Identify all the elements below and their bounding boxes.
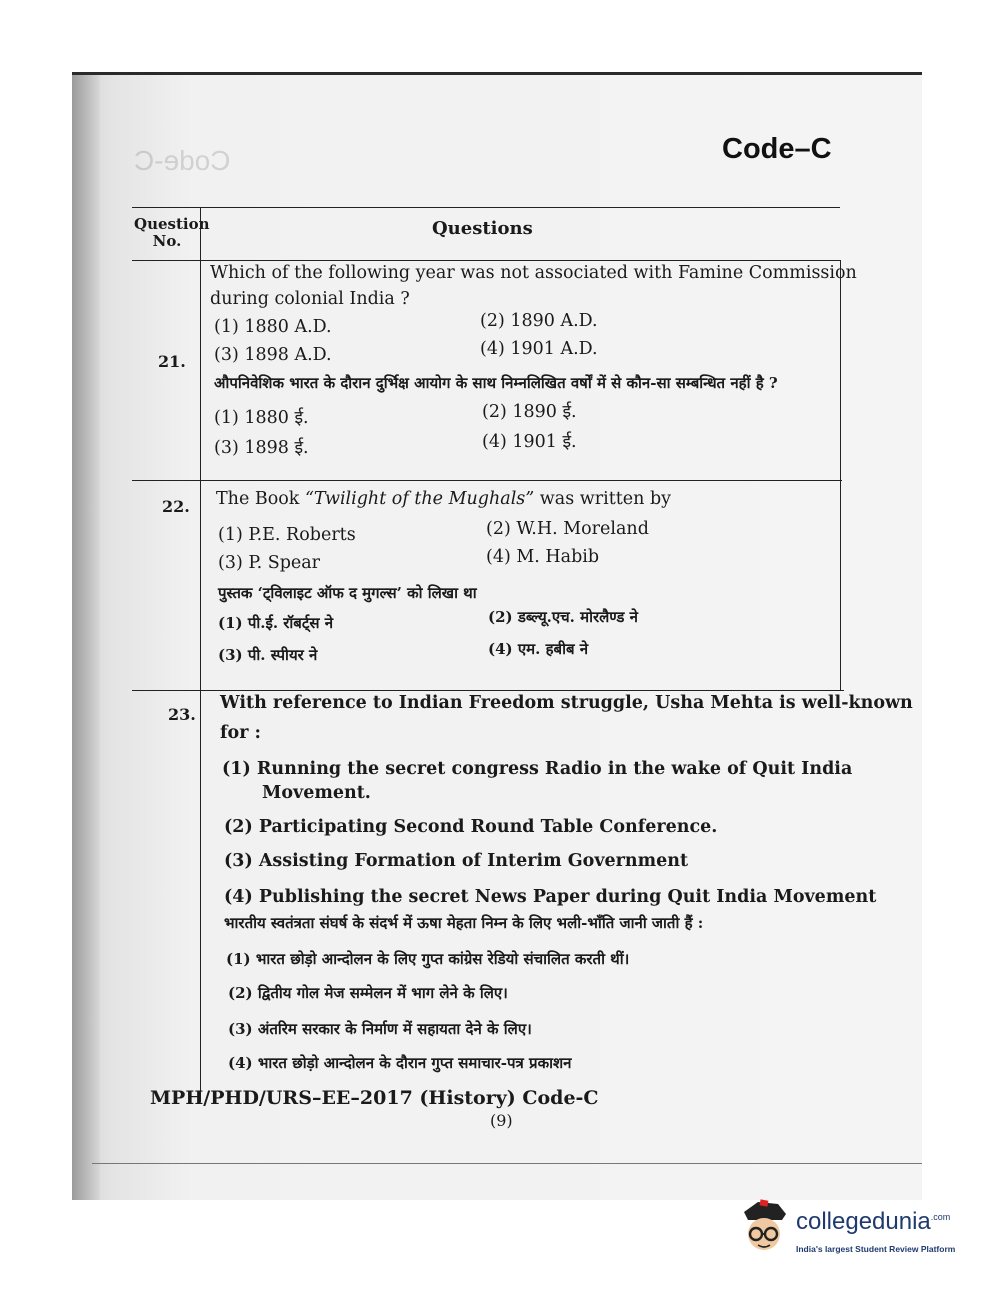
option-1: (1) Running the secret congress Radio in the wake of Quit India bbox=[222, 759, 853, 779]
header-questions: Questions bbox=[432, 218, 533, 239]
option-3-hindi: (3) 1898 ई. bbox=[214, 438, 309, 458]
question-text-line: Which of the following year was not associated with Famine Commission bbox=[210, 263, 857, 283]
bleed-through-code: Code-C bbox=[134, 145, 231, 176]
question-text-prefix: The Book bbox=[216, 489, 305, 509]
question-number: 22. bbox=[162, 497, 190, 516]
option-4-hindi: (4) एम. हबीब ने bbox=[488, 640, 589, 658]
option-2: (2) W.H. Moreland bbox=[486, 519, 649, 539]
option-1-hindi: (1) 1880 ई. bbox=[214, 408, 309, 428]
option-2-hindi: (2) द्वितीय गोल मेज सम्मेलन में भाग लेने के लिए। bbox=[228, 984, 508, 1002]
option-4: (4) M. Habib bbox=[486, 547, 600, 567]
row-divider bbox=[132, 690, 844, 691]
option-4-hindi: (4) 1901 ई. bbox=[482, 432, 577, 452]
option-1-hindi: (1) पी.ई. रॉबर्ट्स ने bbox=[218, 614, 334, 632]
option-3-hindi: (3) अंतरिम सरकार के निर्माण में सहायता देने के लिए। bbox=[228, 1020, 532, 1038]
question-text-hindi: पुस्तक ‘ट्विलाइट ऑफ द मुगल्स’ को लिखा था bbox=[218, 584, 477, 602]
option-3: (3) Assisting Formation of Interim Government bbox=[224, 851, 689, 871]
brand-name: collegedunia bbox=[796, 1208, 931, 1235]
question-number: 23. bbox=[168, 705, 196, 724]
option-2-hindi: (2) डब्ल्यू.एच. मोरलैण्ड ने bbox=[488, 608, 638, 626]
paper-code: Code–C bbox=[722, 133, 832, 165]
row-divider bbox=[132, 480, 842, 481]
option-1-continued: Movement. bbox=[262, 783, 371, 803]
option-1: (1) 1880 A.D. bbox=[214, 317, 332, 337]
option-4: (4) 1901 A.D. bbox=[480, 339, 598, 359]
student-mascot-icon bbox=[744, 1199, 786, 1250]
page-edge bbox=[92, 1163, 922, 1164]
question-text-line: for : bbox=[220, 723, 261, 743]
option-1-hindi: (1) भारत छोड़ो आन्दोलन के लिए गुप्त कांग्रेस रेडियो संचालित करती थीं। bbox=[226, 950, 630, 968]
page-number: (9) bbox=[490, 1111, 513, 1130]
collegedunia-tagline: India's largest Student Review Platform bbox=[796, 1244, 956, 1254]
question-text-suffix: was written by bbox=[534, 489, 672, 509]
column-divider bbox=[200, 208, 201, 1102]
question-text-hindi: भारतीय स्वतंत्रता संघर्ष के संदर्भ में ऊषा मेहता निम्न के लिए भली-भाँति जानी जाती हैं : bbox=[224, 914, 704, 932]
question-number: 21. bbox=[158, 352, 186, 371]
header-question-no: Question No. bbox=[134, 215, 210, 250]
question-text-line: during colonial India ? bbox=[210, 289, 410, 309]
option-3: (3) P. Spear bbox=[218, 553, 321, 573]
right-border bbox=[840, 260, 841, 690]
book-title: “Twilight of the Mughals” bbox=[304, 489, 535, 509]
scanned-page bbox=[72, 72, 922, 1200]
question-text bbox=[216, 489, 671, 509]
option-3: (3) 1898 A.D. bbox=[214, 345, 332, 365]
option-4: (4) Publishing the secret News Paper during Quit India Movement bbox=[224, 887, 877, 907]
footer-paper-id: MPH/PHD/URS–EE–2017 (History) Code-C bbox=[150, 1087, 599, 1109]
option-2-hindi: (2) 1890 ई. bbox=[482, 402, 577, 422]
question-text-hindi: औपनिवेशिक भारत के दौरान दुर्भिक्ष आयोग के साथ निम्नलिखित वर्षों में से कौन-सा सम्बन्धित नहीं है ? bbox=[214, 374, 778, 392]
option-4-hindi: (4) भारत छोड़ो आन्दोलन के दौरान गुप्त समाचार-पत्र प्रकाशन bbox=[228, 1054, 572, 1072]
page-shadow bbox=[72, 75, 100, 1200]
option-2: (2) Participating Second Round Table Conference. bbox=[224, 817, 718, 837]
header-divider bbox=[132, 260, 840, 261]
brand-suffix: .com bbox=[930, 1212, 951, 1222]
question-text-line: With reference to Indian Freedom struggle, Usha Mehta is well-known bbox=[220, 693, 913, 713]
option-3-hindi: (3) पी. स्पीयर ने bbox=[218, 646, 318, 664]
option-2: (2) 1890 A.D. bbox=[480, 311, 598, 331]
collegedunia-wordmark bbox=[796, 1208, 950, 1236]
option-1: (1) P.E. Roberts bbox=[218, 525, 356, 545]
